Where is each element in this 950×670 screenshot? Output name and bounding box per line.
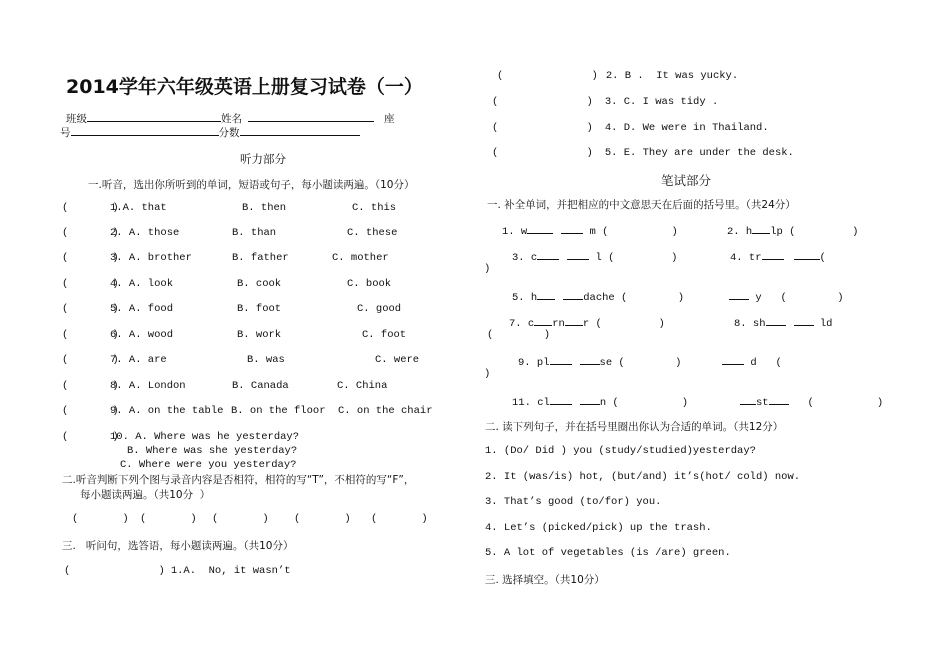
word-suffix: l xyxy=(595,252,602,264)
word-suffix: rn xyxy=(552,318,565,330)
list-item: 2. It (was/is) hot, (but/and) it’s(hot/ cold) now. xyxy=(485,471,801,483)
seat-label: 座 xyxy=(384,113,395,125)
letter-blank[interactable] xyxy=(537,289,555,300)
list-item: 4. tr ( xyxy=(730,249,826,264)
list-item xyxy=(62,405,433,417)
list-item: 3. That’s good (to/for) you. xyxy=(485,496,662,508)
list-item: 1. w m ( ) xyxy=(502,223,678,238)
option-b: B. cook xyxy=(237,278,282,290)
listening-heading: 听力部分 xyxy=(240,152,286,166)
name-label: 姓名 xyxy=(221,113,242,125)
letter-blank[interactable] xyxy=(534,315,552,326)
letter-blank[interactable] xyxy=(769,394,789,405)
list-item: y ( ) xyxy=(729,289,844,304)
list-item: 5. h dache ( ) xyxy=(512,289,684,304)
list-item: 9. pl se ( ) xyxy=(518,354,681,369)
student-info-line-2 xyxy=(60,125,360,140)
option-c: C. good xyxy=(357,303,402,315)
option-b: B. work xyxy=(237,329,282,341)
word-suffix: d xyxy=(750,357,757,369)
answer-paren[interactable]: ( ) xyxy=(72,513,129,525)
word-suffix: r xyxy=(582,318,590,330)
letter-blank[interactable] xyxy=(580,354,600,365)
word-prefix: 11. cl xyxy=(512,397,550,409)
word-prefix: 2. h xyxy=(727,226,753,238)
list-item: 3. c l ( ) xyxy=(512,249,677,264)
option-b: B. Where was she yesterday? xyxy=(127,445,298,457)
option-c: C. on the chair xyxy=(338,405,433,417)
letter-blank[interactable] xyxy=(567,249,589,260)
answer-paren[interactable]: ( ) xyxy=(62,431,119,443)
paren-close: ) xyxy=(484,368,491,380)
list-item xyxy=(734,315,832,330)
letter-blank[interactable] xyxy=(794,315,814,326)
list-item xyxy=(62,278,392,290)
list-item: 5. A lot of vegetables (is /are) green. xyxy=(485,547,731,559)
option-c: C. China xyxy=(337,380,388,392)
class-blank[interactable] xyxy=(87,111,221,122)
word-suffix: lp xyxy=(770,226,783,238)
option-b: B. than xyxy=(232,227,277,239)
letter-blank[interactable] xyxy=(563,289,583,300)
letter-blank[interactable] xyxy=(729,289,749,300)
list-item: 11. cl n ( ) xyxy=(512,394,688,409)
answer-paren[interactable]: ( ) xyxy=(64,565,165,577)
list-item: 2. h lp ( ) xyxy=(727,223,858,238)
word-prefix: 3. c xyxy=(512,252,538,264)
seat-blank[interactable] xyxy=(71,125,219,136)
letter-blank[interactable] xyxy=(550,354,572,365)
letter-blank[interactable] xyxy=(740,394,756,405)
list-item: 4. Let’s (picked/pick) up the trash. xyxy=(485,522,712,534)
seat-label-2: 号 xyxy=(60,127,71,139)
letter-blank[interactable] xyxy=(550,394,572,405)
answer-paren[interactable]: ( ) xyxy=(492,147,593,159)
answer-paren[interactable]: ( ) xyxy=(62,380,119,392)
option-a: 1.A. that xyxy=(110,202,167,214)
answer-option: 3. C. I was tidy . xyxy=(604,96,719,108)
word-suffix: m xyxy=(589,226,596,238)
word-suffix: ld xyxy=(819,318,833,330)
option-c: C. Where were you yesterday? xyxy=(120,459,297,471)
option-b: B. foot xyxy=(237,303,282,315)
word-suffix: y xyxy=(755,292,762,304)
listening-part2-instruction: 二.听音判断下列个图与录音内容是否相符，相符的写“T”，不相符的写“F”， xyxy=(62,474,415,486)
word-suffix: se xyxy=(599,357,613,369)
answer-paren[interactable]: ( ) xyxy=(492,96,593,108)
answer-paren[interactable]: ( ) xyxy=(140,513,197,525)
answer-paren[interactable]: ( ) xyxy=(62,405,119,417)
option-c: C. were xyxy=(375,354,420,366)
list-item xyxy=(497,70,738,82)
answer-paren[interactable]: ( ) xyxy=(492,122,593,134)
option-a: 2. A. those xyxy=(110,227,180,239)
option-b: B. on the floor xyxy=(231,405,326,417)
letter-blank[interactable] xyxy=(537,249,559,260)
answer-option: 4. D. We were in Thailand. xyxy=(604,122,769,134)
word-prefix: 5. h xyxy=(512,292,538,304)
option-b: B. father xyxy=(232,252,289,264)
page-title: 2014学年六年级英语上册复习试卷（一） xyxy=(66,76,423,98)
letter-blank[interactable] xyxy=(794,249,820,260)
option-c: C. mother xyxy=(332,252,389,264)
list-item xyxy=(62,303,402,315)
word-suffix: st xyxy=(756,397,769,409)
list-item xyxy=(62,252,389,264)
word-prefix: 9. pl xyxy=(518,357,550,369)
word-prefix: 1. w xyxy=(502,226,528,238)
answer-paren[interactable]: ( ) xyxy=(62,354,119,366)
option-a: 10. A. Where was he yesterday? xyxy=(110,431,300,443)
answer-option: 1.A. No, it wasn’t xyxy=(170,565,291,577)
answer-option: 2. B . It was yucky. xyxy=(605,70,739,82)
list-item xyxy=(492,122,769,134)
letter-blank[interactable] xyxy=(527,223,553,234)
letter-blank[interactable] xyxy=(580,394,600,405)
letter-blank[interactable] xyxy=(722,354,744,365)
name-blank[interactable] xyxy=(248,111,374,122)
writing-heading: 笔试部分 xyxy=(661,173,712,188)
class-label: 班级 xyxy=(66,113,87,125)
word-prefix: 7. c xyxy=(509,318,535,330)
writing-part1-instruction: 一. 补全单词，并把相应的中文意思天在后面的括号里。（共24分） xyxy=(487,199,796,211)
letter-blank[interactable] xyxy=(565,315,583,326)
letter-blank[interactable] xyxy=(561,223,583,234)
list-item xyxy=(62,202,397,214)
answer-paren[interactable]: ( ) xyxy=(62,303,119,315)
listening-part3-instruction: 三. 听问句，选答语，每小题读两遍。（共10分） xyxy=(62,540,294,552)
answer-paren[interactable]: ( ) xyxy=(62,227,119,239)
student-info-line-1 xyxy=(66,111,395,126)
option-a: 8. A. London xyxy=(110,380,186,392)
option-b: B. was xyxy=(247,354,285,366)
list-item xyxy=(492,147,794,159)
list-item: st ( ) xyxy=(740,394,883,409)
listening-part2-instruction-2: 每小题读两遍。（共10分 ） xyxy=(80,489,211,501)
option-a: 3. A. brother xyxy=(110,252,192,264)
list-item xyxy=(62,227,398,239)
answer-paren[interactable]: ( ) xyxy=(62,278,119,290)
option-c: C. foot xyxy=(362,329,407,341)
answer-paren[interactable]: ( ) xyxy=(294,513,351,525)
word-suffix: dache xyxy=(583,292,615,304)
answer-paren[interactable]: ( ) xyxy=(62,252,119,264)
list-item xyxy=(64,565,291,577)
option-a: 6. A. wood xyxy=(110,329,174,341)
answer-paren[interactable]: ( ) xyxy=(62,202,119,214)
listening-part1-instruction: 一.听音，选出你所听到的单词，短语或句子，每小题读两遍。（10分） xyxy=(88,179,415,191)
list-item xyxy=(62,354,420,366)
list-item xyxy=(62,329,407,341)
option-a: 5. A. food xyxy=(110,303,174,315)
word-prefix: 4. tr xyxy=(730,252,762,264)
option-b: B. then xyxy=(242,202,287,214)
option-c: C. these xyxy=(347,227,398,239)
answer-option: 5. E. They are under the desk. xyxy=(604,147,794,159)
answer-paren[interactable]: ( ) xyxy=(497,70,598,82)
paren-close: ) xyxy=(484,263,491,275)
answer-paren[interactable]: ( ) xyxy=(371,513,428,525)
letter-blank[interactable] xyxy=(766,315,786,326)
letter-blank[interactable] xyxy=(762,249,784,260)
writing-part2-instruction: 二. 读下列句子，并在括号里圈出你认为合适的单词。（共12分） xyxy=(485,421,784,433)
writing-part3-instruction: 三. 选择填空。（共10分） xyxy=(485,574,605,586)
answer-paren[interactable]: ( ) xyxy=(62,329,119,341)
option-c: C. book xyxy=(347,278,392,290)
list-item xyxy=(492,96,718,108)
option-a: 9. A. on the table xyxy=(110,405,224,417)
option-a: 7. A. are xyxy=(110,354,167,366)
list-item xyxy=(62,431,300,443)
score-label: 分数 xyxy=(218,127,240,139)
option-a: 4. A. look xyxy=(110,278,174,290)
letter-blank[interactable] xyxy=(752,223,770,234)
list-item xyxy=(62,380,388,392)
list-item: d ( xyxy=(722,354,782,369)
option-b: B. Canada xyxy=(232,380,289,392)
answer-paren[interactable]: ( ) xyxy=(212,513,269,525)
list-item: 7. c rn r ( ) xyxy=(509,315,665,330)
word-prefix: 8. sh xyxy=(734,318,766,330)
score-blank[interactable] xyxy=(240,125,360,136)
list-item: 1. (Do/ Did ) you (study/studied)yesterday? xyxy=(485,445,756,457)
word-suffix: n xyxy=(599,397,607,409)
option-c: C. this xyxy=(352,202,397,214)
paren-open: ( ) xyxy=(487,329,551,341)
